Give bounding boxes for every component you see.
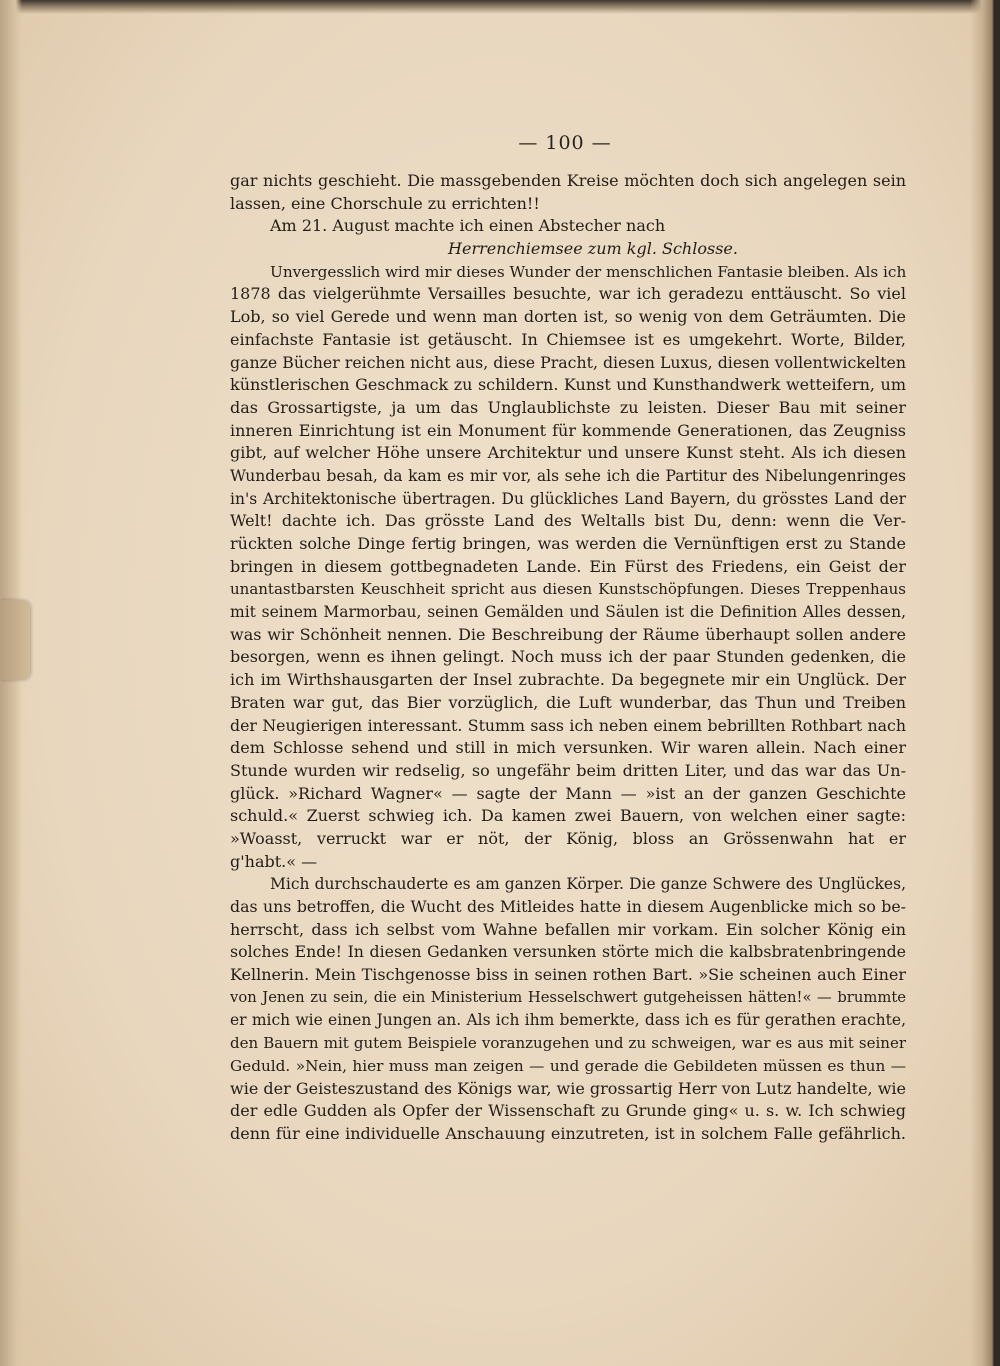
text-line: gar nichts geschieht. Die massgebenden Kreise möchten doch sich angelegen sein	[230, 171, 906, 190]
text-line: Lob, so viel Gerede und wenn man dorten ist, so wenig von dem Geträumten. Die	[230, 307, 906, 327]
text-line: mit seinem Marmorbau, seinen Gemälden und Säulen ist die Definition Alles dessen,	[230, 603, 906, 622]
text-line: ich im Wirthshausgarten der Insel zubrachte. Da begegnete mir ein Unglück. Der	[230, 670, 906, 690]
text-line: Kellnerin. Mein Tischgenosse biss in seinen rothen Bart. »Sie scheinen auch Einer	[230, 965, 906, 985]
text-line: was wir Schönheit nennen. Die Beschreibung der Räume überhaupt sollen andere	[230, 624, 906, 644]
text-line: Unvergesslich wird mir dieses Wunder der menschlichen Fantasie bleiben. Als ich	[270, 262, 906, 281]
text-line: schuld.« Zuerst schwieg ich. Da kamen zwei Bauern, von welchen einer sagte:	[230, 806, 906, 826]
body-text	[230, 170, 906, 1146]
text-line: bringen in diesem gottbegnadeten Lande. Ein Fürst des Friedens, ein Geist der	[230, 556, 906, 576]
section-heading: Herrenchiemsee zum kgl. Schlosse.	[448, 239, 738, 259]
page-left-edge	[0, 0, 22, 1366]
text-line: »Woasst, verruckt war er nöt, der König, bloss an Grössenwahn hat er	[230, 828, 906, 848]
text-line: er mich wie einen Jungen an. Als ich ihm bemerkte, dass ich es für gerathen erachte,	[230, 1011, 906, 1030]
text-line: Mich durchschauderte es am ganzen Körper. Die ganze Schwere des Unglückes,	[270, 875, 906, 894]
text-line: denn für eine individuelle Anschauung einzutreten, ist in solchem Falle gefährlich.	[230, 1123, 906, 1143]
text-line: in's Architektonische übertragen. Du glückliches Land Bayern, du grösstes Land der	[230, 489, 906, 508]
text-line: lassen, eine Chorschule zu errichten!!	[230, 193, 540, 213]
text-line: g'habt.« —	[230, 851, 318, 871]
text-line: das uns betroffen, die Wucht des Mitleides hatte in diesem Augenblicke mich so be-	[230, 897, 906, 916]
page-number: — 100 —	[518, 132, 612, 154]
text-line: den Bauern mit gutem Beispiele voranzugehen und zu schweigen, war es aus mit seiner	[230, 1034, 906, 1053]
text-line: inneren Einrichtung ist ein Monument für kommende Generationen, das Zeugniss	[230, 420, 906, 440]
text-line: der Neugierigen interessant. Stumm sass ich neben einem bebrillten Rothbart nach	[230, 715, 906, 735]
text-line: Geduld. »Nein, hier muss man zeigen — und gerade die Gebildeten müssen es thun —	[230, 1056, 906, 1075]
text-line: Am 21. August machte ich einen Abstecher nach	[270, 216, 666, 236]
text-line: das Grossartigste, ja um das Unglaublichste zu leisten. Dieser Bau mit seiner	[230, 397, 906, 417]
page-right-edge	[970, 0, 1000, 1366]
text-line: glück. »Richard Wagner« — sagte der Mann — »ist an der ganzen Geschichte	[230, 783, 906, 803]
text-line: künstlerischen Geschmack zu schildern. Kunst und Kunsthandwerk wetteifern, um	[230, 375, 906, 395]
text-line: Braten war gut, das Bier vorzüglich, die Luft wunderbar, das Thun und Treiben	[230, 692, 906, 712]
text-line: dem Schlosse sehend und still in mich versunken. Wir waren allein. Nach einer	[230, 738, 906, 758]
text-line: gibt, auf welcher Höhe unsere Architektur und unsere Kunst steht. Als ich diesen	[230, 443, 906, 463]
text-line: solches Ende! In diesen Gedanken versunken störte mich die kalbsbratenbringende	[230, 942, 906, 962]
binding-tab	[0, 600, 30, 680]
text-line: Stunde wurden wir redselig, so ungefähr beim dritten Liter, und das war das Un-	[230, 760, 906, 780]
text-line: 1878 das vielgerühmte Versailles besuchte, war ich geradezu enttäuscht. So viel	[230, 284, 906, 304]
text-line: ganze Bücher reichen nicht aus, diese Pracht, diesen Luxus, diesen vollentwickelten	[230, 352, 906, 372]
text-line: Wunderbau besah, da kam es mir vor, als sehe ich die Partitur des Nibelungenringes	[230, 466, 906, 485]
text-line: Welt! dachte ich. Das grösste Land des Weltalls bist Du, denn: wenn die Ver-	[230, 511, 906, 531]
text-line: rückten solche Dinge fertig bringen, was werden die Vernünftigen erst zu Stande	[230, 534, 906, 553]
text-line: unantastbarsten Keuschheit spricht aus diesen Kunstschöpfungen. Dieses Treppenhaus	[230, 580, 906, 599]
text-line: von Jenen zu sein, die ein Ministerium Hesselschwert gutgeheissen hätten!« — brummte	[230, 988, 906, 1006]
text-line: einfachste Fantasie ist getäuscht. In Chiemsee ist es umgekehrt. Worte, Bilder,	[230, 329, 906, 349]
text-line: besorgen, wenn es ihnen gelingt. Noch muss ich der paar Stunden gedenken, die	[230, 647, 906, 667]
text-line: wie der Geisteszustand des Königs war, wie grossartig Herr von Lutz handelte, wie	[230, 1078, 906, 1098]
text-line: der edle Gudden als Opfer der Wissenschaft zu Grunde ging« u. s. w. Ich schwieg	[230, 1101, 906, 1121]
page-top-edge	[0, 0, 1000, 14]
text-line: herrscht, dass ich selbst vom Wahne befallen mir vorkam. Ein solcher König ein	[230, 919, 906, 939]
